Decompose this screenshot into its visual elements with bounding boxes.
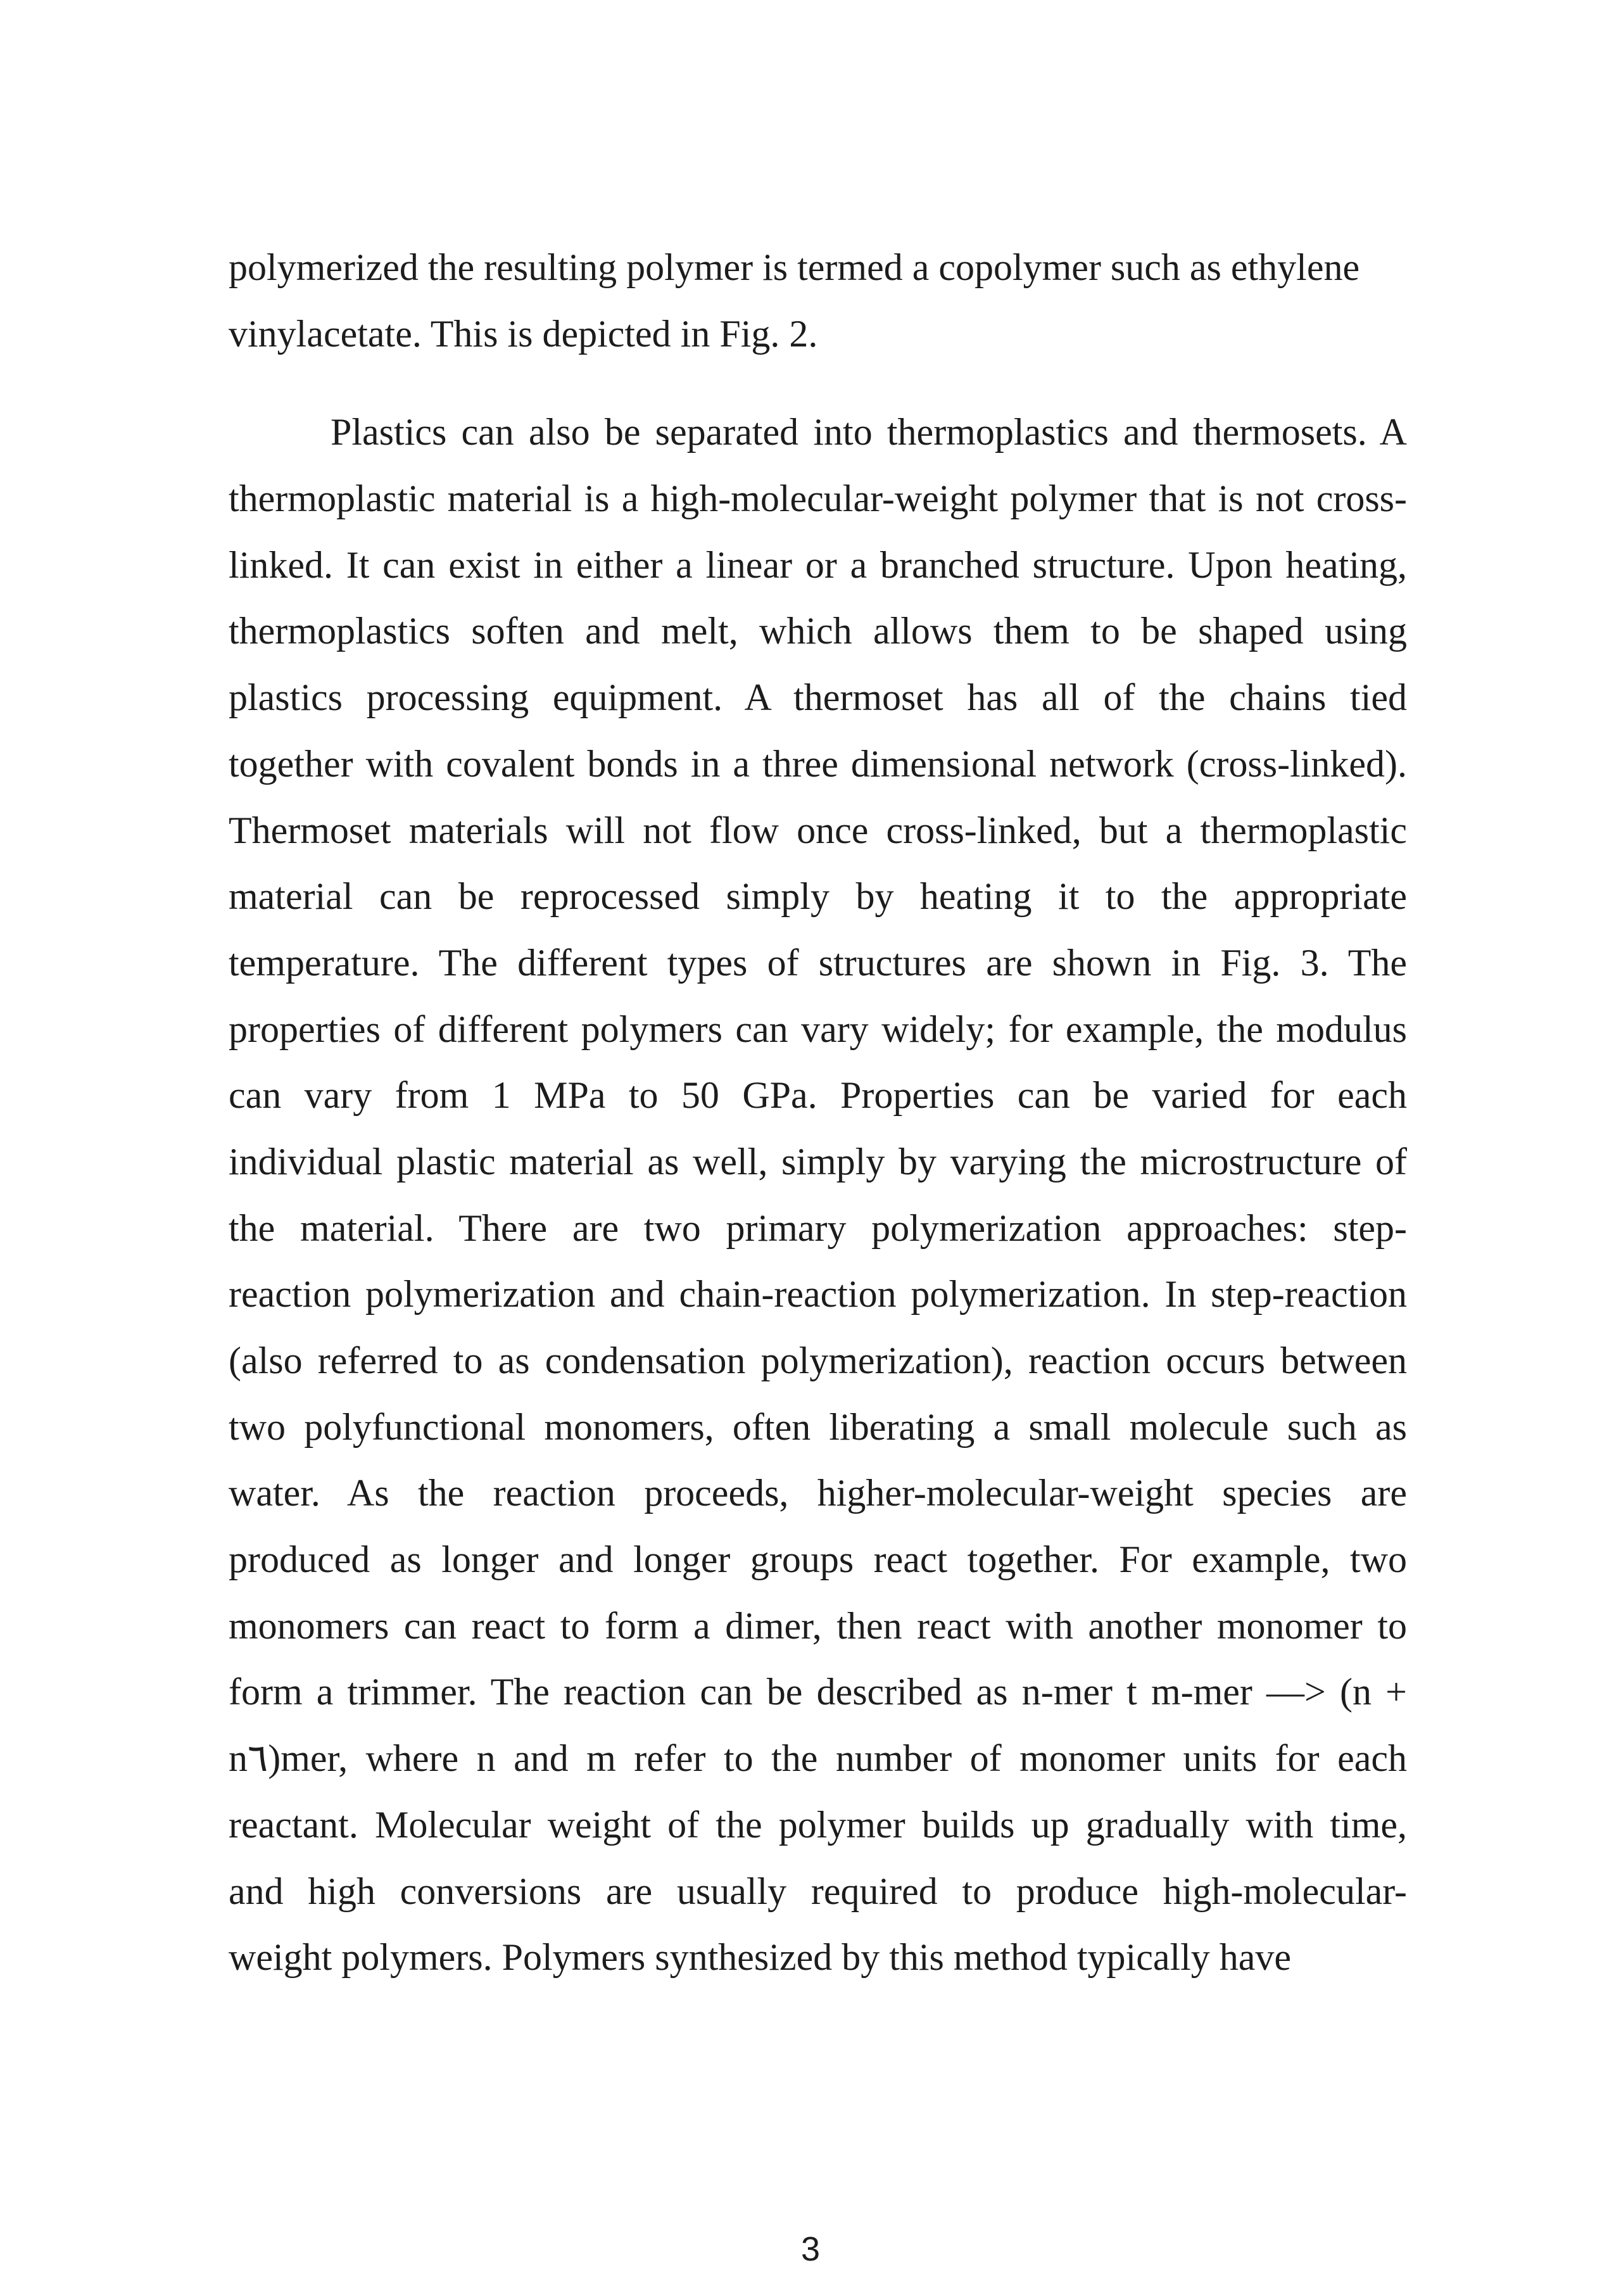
- text-line: reactant. Molecular weight of the polymer builds up gradually with time,: [229, 1803, 1407, 1846]
- text-line: together with covalent bonds in a three dimensional network (cross-linked).: [229, 742, 1407, 785]
- text-line: thermoplastics soften and melt, which allows them to be shaped using: [229, 610, 1407, 652]
- text-line: two polyfunctional monomers, often liberating a small molecule such as: [229, 1405, 1407, 1448]
- text-line: individual plastic material as well, simply by varying the microstructure of: [229, 1140, 1407, 1183]
- text-line: produced as longer and longer groups react together. For example, two: [229, 1538, 1407, 1581]
- paragraph: [229, 399, 1407, 1991]
- text-line: polymerized the resulting polymer is termed a copolymer such as ethylene: [229, 246, 1360, 288]
- text-line: weight polymers. Polymers synthesized by this method typically have: [229, 1936, 1292, 1979]
- text-line: material can be reprocessed simply by heating it to the appropriate: [229, 875, 1407, 918]
- text-line: water. As the reaction proceeds, higher-molecular-weight species are: [229, 1472, 1407, 1514]
- text-line: and high conversions are usually required to produce high-molecular-: [229, 1870, 1407, 1912]
- text-line: reaction polymerization and chain-reaction polymerization. In step-reaction: [229, 1273, 1407, 1316]
- text-line: linked. It can exist in either a linear or a branched structure. Upon heating,: [229, 543, 1407, 586]
- text-line: vinylacetate. This is depicted in Fig. 2.: [229, 312, 818, 355]
- page-number: 3: [800, 2230, 821, 2268]
- text-line: the material. There are two primary polymerization approaches: step-: [229, 1207, 1407, 1249]
- text-line: plastics processing equipment. A thermoset has all of the chains tied: [229, 676, 1407, 719]
- text-line: monomers can react to form a dimer, then react with another monomer to: [229, 1604, 1407, 1647]
- text-line: thermoplastic material is a high-molecular-weight polymer that is not cross-: [229, 478, 1407, 520]
- text-line: properties of different polymers can vary widely; for example, the modulus: [229, 1008, 1407, 1050]
- paragraph: [229, 234, 1407, 367]
- text-line: Thermoset materials will not flow once cross-linked, but a thermoplastic: [229, 809, 1407, 851]
- text-line: can vary from 1 MPa to 50 GPa. Properties can be varied for each: [229, 1074, 1407, 1117]
- text-line: (also referred to as condensation polymerization), reaction occurs between: [229, 1340, 1407, 1381]
- document-body: [229, 234, 1407, 1991]
- text-line: form a trimmer. The reaction can be described as n-mer t m-mer —> (n +: [229, 1671, 1407, 1713]
- text-line: temperature. The different types of structures are shown in Fig. 3. The: [229, 941, 1407, 984]
- text-line: n٦)mer, where n and m refer to the number of monomer units for each: [229, 1737, 1407, 1780]
- text-line: Plastics can also be separated into thermoplastics and thermosets. A: [331, 411, 1407, 453]
